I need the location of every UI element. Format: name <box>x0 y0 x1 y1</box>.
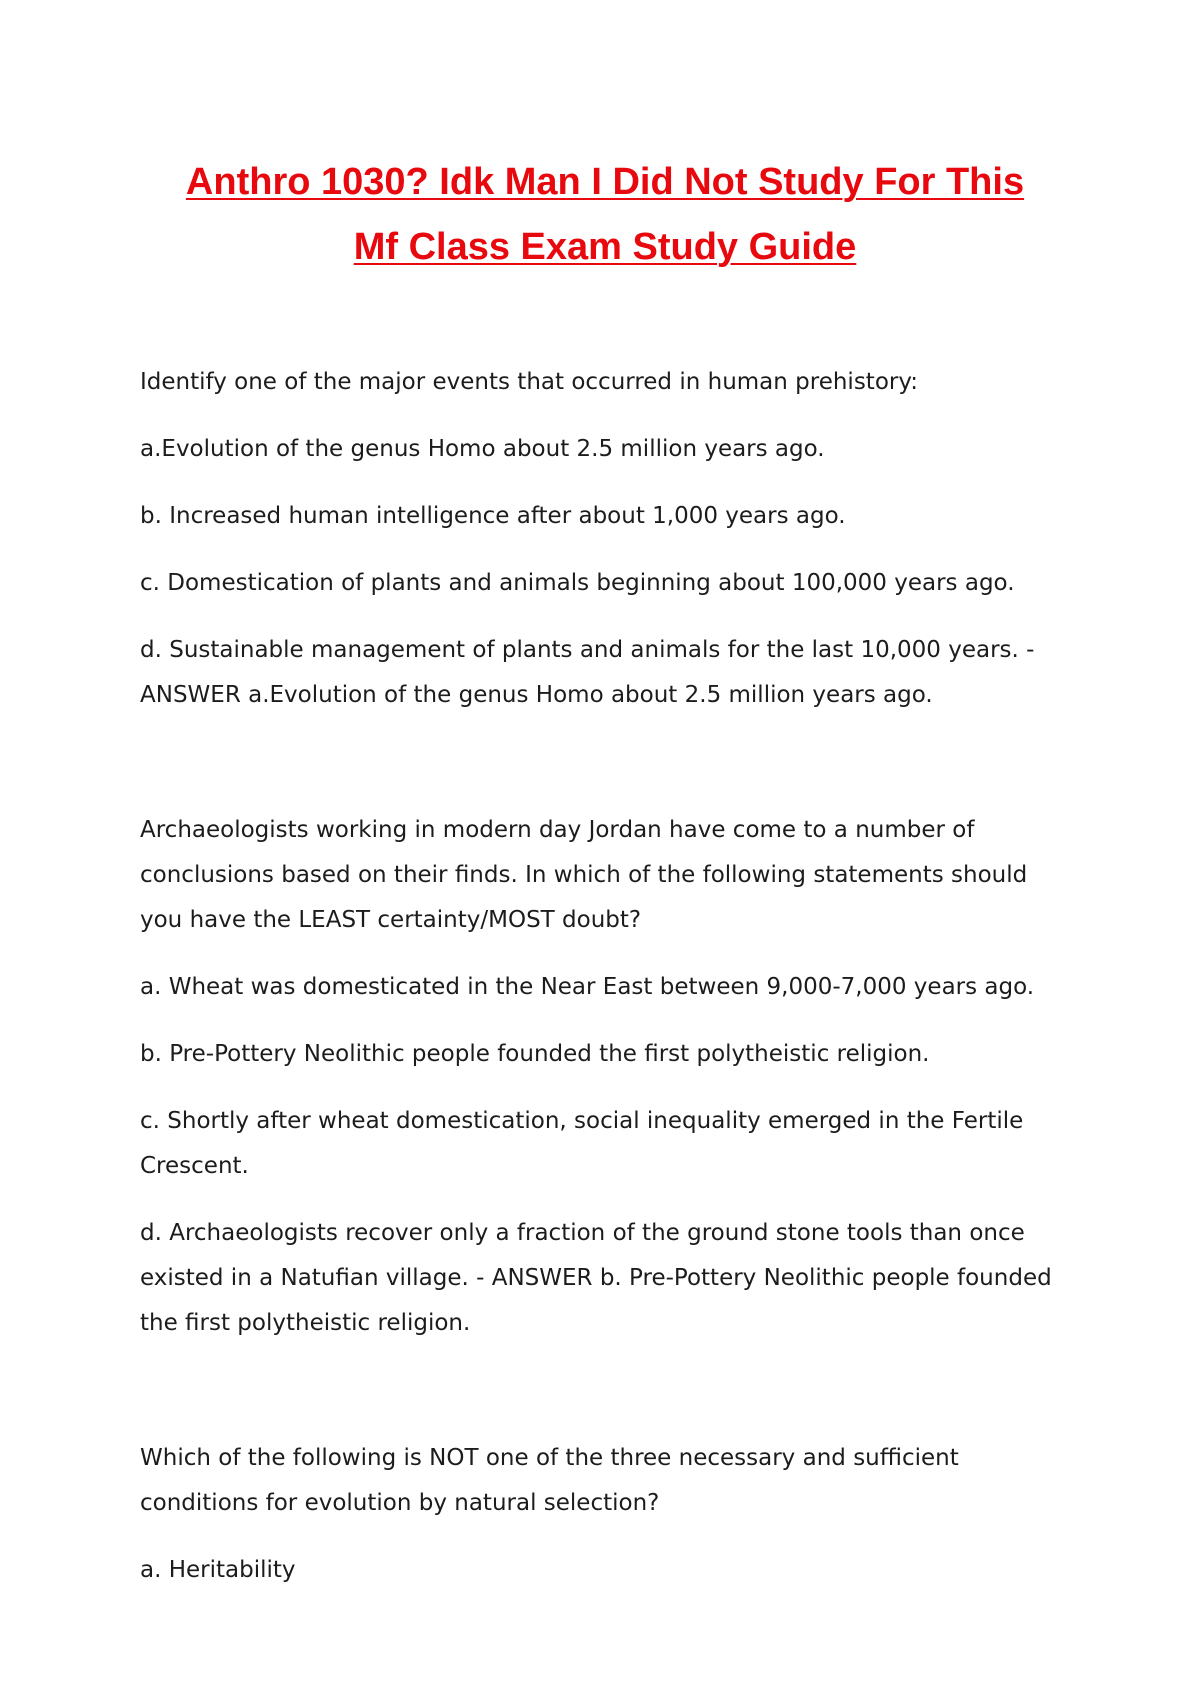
answer-option: b. Increased human intelligence after about 1,000 years ago. <box>140 503 846 529</box>
question-prompt: Identify one of the major events that occurred in human prehistory: <box>140 369 919 395</box>
question-prompt: Archaeologists working in modern day Jordan have come to a number of conclusions based on their finds. In which of the following statements should you have the LEAST certainty/MOST doubt? <box>140 817 1028 933</box>
title-line-1: Anthro 1030? Idk Man I Did Not Study For This <box>185 161 1025 203</box>
question-2 <box>140 808 1070 1346</box>
document-body <box>140 360 1070 1593</box>
question-prompt: Which of the following is NOT one of the three necessary and sufficient conditions for evolution by natural selection? <box>140 1445 959 1516</box>
question-3 <box>140 1436 1070 1593</box>
answer-option: c. Shortly after wheat domestication, social inequality emerged in the Fertile Crescent. <box>140 1108 1024 1179</box>
answer-option: b. Pre-Pottery Neolithic people founded the first polytheistic religion. <box>140 1041 930 1067</box>
answer-option: d. Sustainable management of plants and animals for the last 10,000 years. - ANSWER a.Evolution of the genus Homo about 2.5 million years ago. <box>140 637 1035 708</box>
answer-option: a.Evolution of the genus Homo about 2.5 million years ago. <box>140 436 825 462</box>
title-line-2: Mf Class Exam Study Guide <box>353 226 857 268</box>
answer-option: d. Archaeologists recover only a fraction of the ground stone tools than once existed in a Natufian village. - ANSWER b. Pre-Pottery Neolithic people founded the first polytheistic religion. <box>140 1220 1052 1336</box>
answer-option: a. Heritability <box>140 1557 296 1583</box>
document-title <box>140 150 1070 280</box>
answer-option: c. Domestication of plants and animals beginning about 100,000 years ago. <box>140 570 1015 596</box>
answer-option: a. Wheat was domesticated in the Near East between 9,000-7,000 years ago. <box>140 974 1035 1000</box>
question-1 <box>140 360 1070 718</box>
